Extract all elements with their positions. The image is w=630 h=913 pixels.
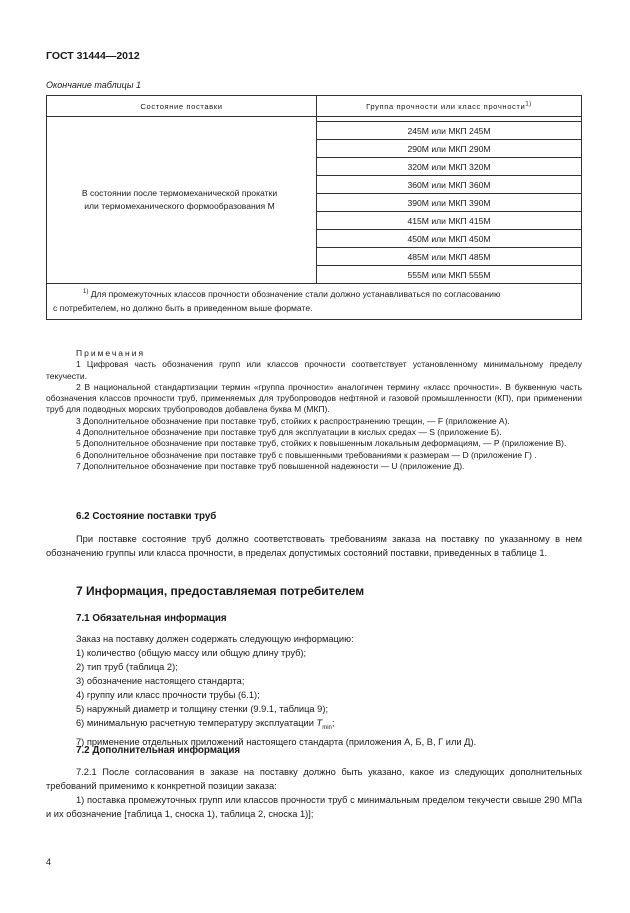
note-item: 6 Дополнительное обозначение при поставке труб с повышенными требованиями к размерам — D (приложение Г) . <box>76 449 537 460</box>
note-item: 4 Дополнительное обозначение при поставке труб для эксплуатации в кислых средах — S (приложение Б). <box>76 427 502 438</box>
section-7-heading: 7 Информация, предоставляемая потребителем <box>76 584 365 598</box>
list-item: Заказ на поставку должен содержать следующую информацию: <box>76 634 354 644</box>
section-7-1-heading: 7.1 Обязательная информация <box>76 613 227 624</box>
list-item: 5) наружный диаметр и толщину стенки (9.9.1, таблица 9); <box>76 704 329 714</box>
document-header: ГОСТ 31444—2012 <box>46 50 140 62</box>
table-header-row <box>47 96 582 117</box>
notes-title: Примечания <box>76 348 146 358</box>
table-row: 390М или МКП 390М <box>317 194 582 212</box>
list-item: 3) обозначение настоящего стандарта; <box>76 676 245 686</box>
section-6-2-heading: 6.2 Состояние поставки труб <box>76 511 217 522</box>
table-row: 555М или МКП 555М <box>317 266 582 284</box>
page-number: 4 <box>46 857 52 867</box>
section-7-2-text: 7.2.1 После согласования в заказе на поставку должно быть указано, какое из следующих дополнительных требований применимо к конкретной позиции заказа: 1) поставка промежуточных групп или классов прочности труб с минимальным пределом текучести свыше 290 МПа и их обозначение [таблица 1, сноска 1), таблица 2, сноска 1)]; <box>46 767 582 819</box>
section-6-2-text: При поставке состояние труб должно соответствовать требованиям заказа на поставку по указанному в нем обозначению группы или класса прочности, в пределах допустимых состояний поставки, приведенных в таблице 1. <box>46 534 582 558</box>
list-item: 2) тип труб (таблица 2); <box>76 662 178 672</box>
note-item: 1 Цифровая часть обозначения групп или классов прочности соответствует установленному минимальному пределу текучести. <box>46 359 582 381</box>
col-header-state: Состояние поставки <box>47 96 317 117</box>
note-item: 3 Дополнительное обозначение при поставке труб, стойких к распространению трещин, — F (приложение А). <box>76 415 510 426</box>
delivery-state-cell: В состоянии после термомеханической прокатки или термомеханического формообразования М <box>47 117 317 284</box>
table-row: 245М или МКП 245М <box>317 122 582 140</box>
notes-block <box>46 348 582 472</box>
table-footnote: $^{1)}$ Для промежуточных классов прочности обозначение стали должно устанавливаться по согласованию с потребителем, но должно быть в приведенном выше формате. <box>47 284 582 320</box>
section-7-2-heading: 7.2 Дополнительная информация <box>76 745 241 756</box>
note-item: 2 В национальной стандартизации термин «группа прочности» аналогичен термину «класс прочности». В буквенную часть обозначения классов прочности труб, применяемых для трубопроводов нефтяной и газовой промышленности (КП), при применении труб для подводных морских трубопроводов добавлена буква М (МКП). <box>46 381 582 415</box>
table-row: 415М или МКП 415М <box>317 212 582 230</box>
strength-table <box>46 95 582 320</box>
note-item: 5 Дополнительное обозначение при поставке труб, стойких к повышенным локальным деформациям, — Р (приложение В). <box>76 438 567 449</box>
table-row: 450М или МКП 450М <box>317 230 582 248</box>
section-7-1-list <box>46 632 582 749</box>
list-item: 7) применение отдельных приложений настоящего стандарта (приложения А, Б, В, Г или Д). <box>76 736 477 747</box>
table-row: 485М или МКП 485М <box>317 248 582 266</box>
table-row: 320М или МКП 320М <box>317 158 582 176</box>
table-row: 360М или МКП 360М <box>317 176 582 194</box>
note-item: 7 Дополнительное обозначение при поставке труб повышенной надежности — U (приложение Д). <box>76 460 465 471</box>
list-item: 6) минимальную расчетную температуру эксплуатации $T_{min}$; <box>76 718 335 731</box>
col-header-group: Группа прочности или класс прочности$^{1)}$ <box>317 96 582 117</box>
list-item: 4) группу или класс прочности трубы (6.1); <box>76 690 260 700</box>
list-item: 1) количество (общую массу или общую длину труб); <box>76 648 307 658</box>
table-row: 290М или МКП 290М <box>317 140 582 158</box>
table-caption: Окончание таблицы 1 <box>46 80 141 90</box>
